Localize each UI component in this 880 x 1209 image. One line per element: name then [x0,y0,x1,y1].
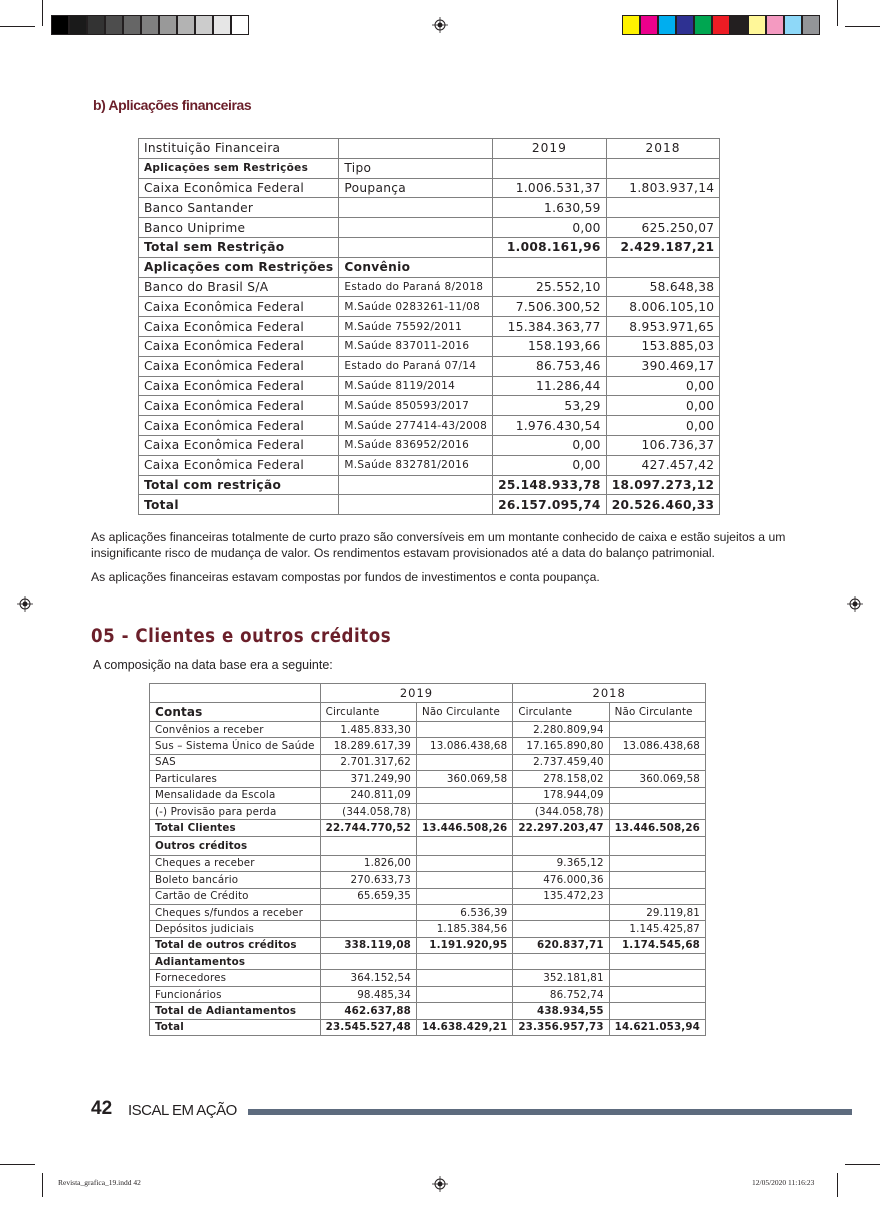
table-cell: Poupança [339,178,493,198]
crop-mark [837,0,838,26]
total-row [150,937,706,953]
year-header-cell: 2018 [513,684,706,703]
crop-mark [837,1173,838,1197]
table-cell [609,803,705,819]
table-cell: 240.811,09 [320,787,416,803]
table-row [150,904,706,920]
table-cell [339,198,493,218]
table-cell: 14.638.429,21 [416,1019,512,1035]
table-cell: Não Circulante [609,703,705,722]
table-cell: 1.630,59 [493,198,607,218]
table-cell: Cheques a receber [150,855,321,871]
table-cell: 25.148.933,78 [493,475,607,495]
paragraph-investments-composition: As aplicações financeiras estavam compostas por fundos de investimentos e conta poupança. [91,570,600,584]
table-cell: Cheques s/fundos a receber [150,904,321,920]
table-cell: Total com restrição [139,475,339,495]
table-cell: 0,00 [493,455,607,475]
table-cell: Caixa Econômica Federal [139,396,339,416]
table-cell: 8.953.971,65 [606,317,720,337]
table-cell [320,954,416,970]
magazine-brand: ISCAL EM AÇÃO [128,1102,237,1119]
table-cell: 364.152,54 [320,970,416,986]
grand-total-row [150,1019,706,1035]
table-cell: 1.008.161,96 [493,237,607,257]
table-cell: 178.944,09 [513,787,609,803]
table-cell: 1.006.531,37 [493,178,607,198]
table-cell: 360.069,58 [609,771,705,787]
total-row [139,475,720,495]
color-swatch [105,15,123,35]
group-header-row [150,954,706,970]
table-cell [416,787,512,803]
table-cell: 371.249,90 [320,771,416,787]
table-cell: 22.297.203,47 [513,820,609,836]
grand-total-row [139,495,720,515]
crop-mark [0,1164,35,1165]
table-cell: 0,00 [606,396,720,416]
table-cell: 270.633,73 [320,872,416,888]
table-cell: 22.744.770,52 [320,820,416,836]
table-row [139,297,720,317]
total-row [139,237,720,257]
table-cell: 23.356.957,73 [513,1019,609,1035]
table-cell [339,475,493,495]
table-row [150,986,706,1002]
slug-file-info: Revista_grafica_19.indd 42 [58,1178,141,1187]
color-swatch [802,15,820,35]
table-cell: Instituição Financeira [139,139,339,159]
table-cell: 625.250,07 [606,218,720,238]
color-swatch [213,15,231,35]
table-row [139,416,720,436]
crop-mark [42,1173,43,1197]
table-cell: Sus – Sistema Único de Saúde [150,738,321,754]
table-cell: 0,00 [493,218,607,238]
section-5-title: 05 - Clientes e outros créditos [91,626,392,647]
table-cell: Outros créditos [150,836,321,855]
table-cell: 53,29 [493,396,607,416]
clients-credits-table [149,683,706,1036]
table-cell [339,139,493,159]
table-cell: Circulante [513,703,609,722]
table-cell [609,722,705,738]
table-cell: Caixa Econômica Federal [139,376,339,396]
gray-color-bar [51,15,249,35]
table-row [139,356,720,376]
table-cell [606,198,720,218]
table-row [139,376,720,396]
table-cell [493,158,607,178]
table-cell: Banco do Brasil S/A [139,277,339,297]
table-cell: 2.701.317,62 [320,754,416,770]
color-swatch [784,15,802,35]
registration-mark-icon [432,17,448,33]
table-row [150,787,706,803]
color-swatch [195,15,213,35]
table-cell [609,1003,705,1019]
table-cell: 278.158,02 [513,771,609,787]
table-cell: 11.286,44 [493,376,607,396]
table-cell: 86.752,74 [513,986,609,1002]
table-cell [609,836,705,855]
color-swatch [231,15,249,35]
table-cell [416,888,512,904]
table-cell: Banco Uniprime [139,218,339,238]
table-cell [606,158,720,178]
table-cell: 352.181,81 [513,970,609,986]
paragraph-investments-description: As aplicações financeiras totalmente de curto prazo são conversíveis em um montante conhecido de caixa e estão sujeitos a um insignificante risco de mudança de valor. Os rendimentos estavam provisionados até a data do balanço patrimonial. [91,530,786,560]
table-cell: Total Clientes [150,820,321,836]
table-subheader-row [139,257,720,277]
table-cell: 2.429.187,21 [606,237,720,257]
section-b-title: b) Aplicações financeiras [93,97,252,113]
table-cell: 2.280.809,94 [513,722,609,738]
table-cell: 25.552,10 [493,277,607,297]
table-row [150,921,706,937]
table-cell: M.Saúde 850593/2017 [339,396,493,416]
table-cell: M.Saúde 836952/2016 [339,435,493,455]
table-cell: M.Saúde 75592/2011 [339,317,493,337]
color-swatch [766,15,784,35]
table-cell: 14.621.053,94 [609,1019,705,1035]
color-swatch [640,15,658,35]
table-cell: Aplicações sem Restrições [139,158,339,178]
table-cell: 106.736,37 [606,435,720,455]
table-cell: 18.097.273,12 [606,475,720,495]
table-cell: SAS [150,754,321,770]
table-cell: 0,00 [493,435,607,455]
table-cell: 1.185.384,56 [416,921,512,937]
color-swatch [658,15,676,35]
table-cell [609,954,705,970]
table-cell [416,954,512,970]
table-cell: 29.119,81 [609,904,705,920]
table-cell [513,836,609,855]
table-cell: 158.193,66 [493,336,607,356]
table-row [139,178,720,198]
table-cell: 1.191.920,95 [416,937,512,953]
color-bar [622,15,820,35]
table-cell: Caixa Econômica Federal [139,356,339,376]
table-cell: 1.145.425,87 [609,921,705,937]
table-cell: 0,00 [606,416,720,436]
table-cell [416,722,512,738]
column-header-row [150,703,706,722]
table-cell: M.Saúde 8119/2014 [339,376,493,396]
table-cell: 390.469,17 [606,356,720,376]
table-cell: Funcionários [150,986,321,1002]
table-cell: 338.119,08 [320,937,416,953]
table-cell: 13.086.438,68 [416,738,512,754]
table-row [150,888,706,904]
table-cell: Cartão de Crédito [150,888,321,904]
table-cell [416,986,512,1002]
table-row [150,872,706,888]
table-cell: 9.365,12 [513,855,609,871]
table-cell: Total sem Restrição [139,237,339,257]
table-cell: 65.659,35 [320,888,416,904]
table-row [139,317,720,337]
color-swatch [159,15,177,35]
table-cell: Caixa Econômica Federal [139,455,339,475]
table-cell [416,872,512,888]
color-swatch [730,15,748,35]
table-cell [150,684,321,703]
table-cell: 1.826,00 [320,855,416,871]
table-cell: 0,00 [606,376,720,396]
table-cell: Circulante [320,703,416,722]
table-row [150,855,706,871]
table-cell [493,257,607,277]
table-cell: 1.803.937,14 [606,178,720,198]
crop-mark [845,1164,880,1165]
total-row [150,820,706,836]
table-cell: 23.545.527,48 [320,1019,416,1035]
table-row [150,754,706,770]
table-cell: Total [139,495,339,515]
table-cell: 438.934,55 [513,1003,609,1019]
table-cell: 86.753,46 [493,356,607,376]
table-cell: Fornecedores [150,970,321,986]
table-cell: 13.446.508,26 [416,820,512,836]
color-swatch [676,15,694,35]
table-cell: Total [150,1019,321,1035]
table-cell [320,836,416,855]
table-cell: 1.485.833,30 [320,722,416,738]
table-cell: Estado do Paraná 07/14 [339,356,493,376]
table-cell [339,218,493,238]
table-cell: Total de outros créditos [150,937,321,953]
table-cell: 462.637,88 [320,1003,416,1019]
color-swatch [748,15,766,35]
registration-mark-icon [432,1176,448,1192]
table-cell [606,257,720,277]
table-cell: 8.006.105,10 [606,297,720,317]
table-cell: Não Circulante [416,703,512,722]
table-row [139,455,720,475]
table-cell [609,970,705,986]
section-5-subtitle: A composição na data base era a seguinte: [93,658,333,672]
page-number: 42 [91,1098,113,1119]
table-cell: 1.976.430,54 [493,416,607,436]
table-cell: Contas [150,703,321,722]
table-cell: Caixa Econômica Federal [139,178,339,198]
table-cell [416,970,512,986]
table-cell [609,872,705,888]
table-cell [513,921,609,937]
table-cell: (344.058,78) [320,803,416,819]
table-row [150,970,706,986]
slug-timestamp: 12/05/2020 11:16:23 [752,1178,815,1187]
table-cell: 2019 [493,139,607,159]
table-cell: (-) Provisão para perda [150,803,321,819]
table-cell: 6.536,39 [416,904,512,920]
table-cell [416,803,512,819]
table-cell: Convênio [339,257,493,277]
registration-mark-icon [847,596,863,612]
table-cell: 1.174.545,68 [609,937,705,953]
color-swatch [123,15,141,35]
table-row [139,198,720,218]
table-cell: 2018 [606,139,720,159]
table-cell [513,954,609,970]
table-cell: Total de Adiantamentos [150,1003,321,1019]
table-cell [609,986,705,1002]
table-cell [339,237,493,257]
table-header-row [139,139,720,159]
table-row [139,396,720,416]
table-cell: 18.289.617,39 [320,738,416,754]
table-cell: 26.157.095,74 [493,495,607,515]
table-cell [513,904,609,920]
table-cell: Boleto bancário [150,872,321,888]
table-cell: 98.485,34 [320,986,416,1002]
table-cell: Caixa Econômica Federal [139,317,339,337]
table-row [150,771,706,787]
color-swatch [694,15,712,35]
table-cell: Tipo [339,158,493,178]
footer-bar [248,1109,852,1115]
table-cell: Depósitos judiciais [150,921,321,937]
table-cell: Caixa Econômica Federal [139,297,339,317]
table-cell: Caixa Econômica Federal [139,435,339,455]
crop-mark [845,26,880,27]
table-cell: Banco Santander [139,198,339,218]
table-row [150,803,706,819]
financial-investments-table [138,138,720,515]
table-row [150,738,706,754]
table-cell: Estado do Paraná 8/2018 [339,277,493,297]
table-cell [609,888,705,904]
color-swatch [177,15,195,35]
table-cell [320,904,416,920]
table-row [150,722,706,738]
table-cell [416,754,512,770]
table-cell: 153.885,03 [606,336,720,356]
table-cell [609,855,705,871]
table-cell: (344.058,78) [513,803,609,819]
table-cell [416,836,512,855]
table-subheader-row [139,158,720,178]
table-cell [416,855,512,871]
table-cell: 476.000,36 [513,872,609,888]
crop-mark [42,0,43,26]
table-cell: 13.446.508,26 [609,820,705,836]
table-cell: Particulares [150,771,321,787]
table-cell: 135.472,23 [513,888,609,904]
group-header-row [150,836,706,855]
color-swatch [51,15,69,35]
table-cell: 360.069,58 [416,771,512,787]
table-cell [609,787,705,803]
table-cell: 2.737.459,40 [513,754,609,770]
color-swatch [712,15,730,35]
table-cell: Adiantamentos [150,954,321,970]
year-header-row [150,684,706,703]
table-cell: Aplicações com Restrições [139,257,339,277]
table-cell: 7.506.300,52 [493,297,607,317]
table-cell: M.Saúde 0283261-11/08 [339,297,493,317]
table-cell [416,1003,512,1019]
color-swatch [622,15,640,35]
table-row [139,277,720,297]
table-cell: 15.384.363,77 [493,317,607,337]
registration-mark-icon [17,596,33,612]
color-swatch [87,15,105,35]
table-cell: 20.526.460,33 [606,495,720,515]
crop-mark [0,26,35,27]
table-cell [339,495,493,515]
table-row [139,435,720,455]
table-cell: M.Saúde 832781/2016 [339,455,493,475]
table-cell: 58.648,38 [606,277,720,297]
table-row [139,218,720,238]
table-cell [609,754,705,770]
table-cell: Mensalidade da Escola [150,787,321,803]
table-cell: 427.457,42 [606,455,720,475]
total-row [150,1003,706,1019]
color-swatch [69,15,87,35]
table-cell: M.Saúde 277414-43/2008 [339,416,493,436]
table-cell: Convênios a receber [150,722,321,738]
table-row [139,336,720,356]
color-swatch [141,15,159,35]
table-cell: 13.086.438,68 [609,738,705,754]
table-cell: Caixa Econômica Federal [139,336,339,356]
year-header-cell: 2019 [320,684,513,703]
table-cell: M.Saúde 837011-2016 [339,336,493,356]
table-cell [320,921,416,937]
table-cell: 620.837,71 [513,937,609,953]
table-cell: Caixa Econômica Federal [139,416,339,436]
table-cell: 17.165.890,80 [513,738,609,754]
